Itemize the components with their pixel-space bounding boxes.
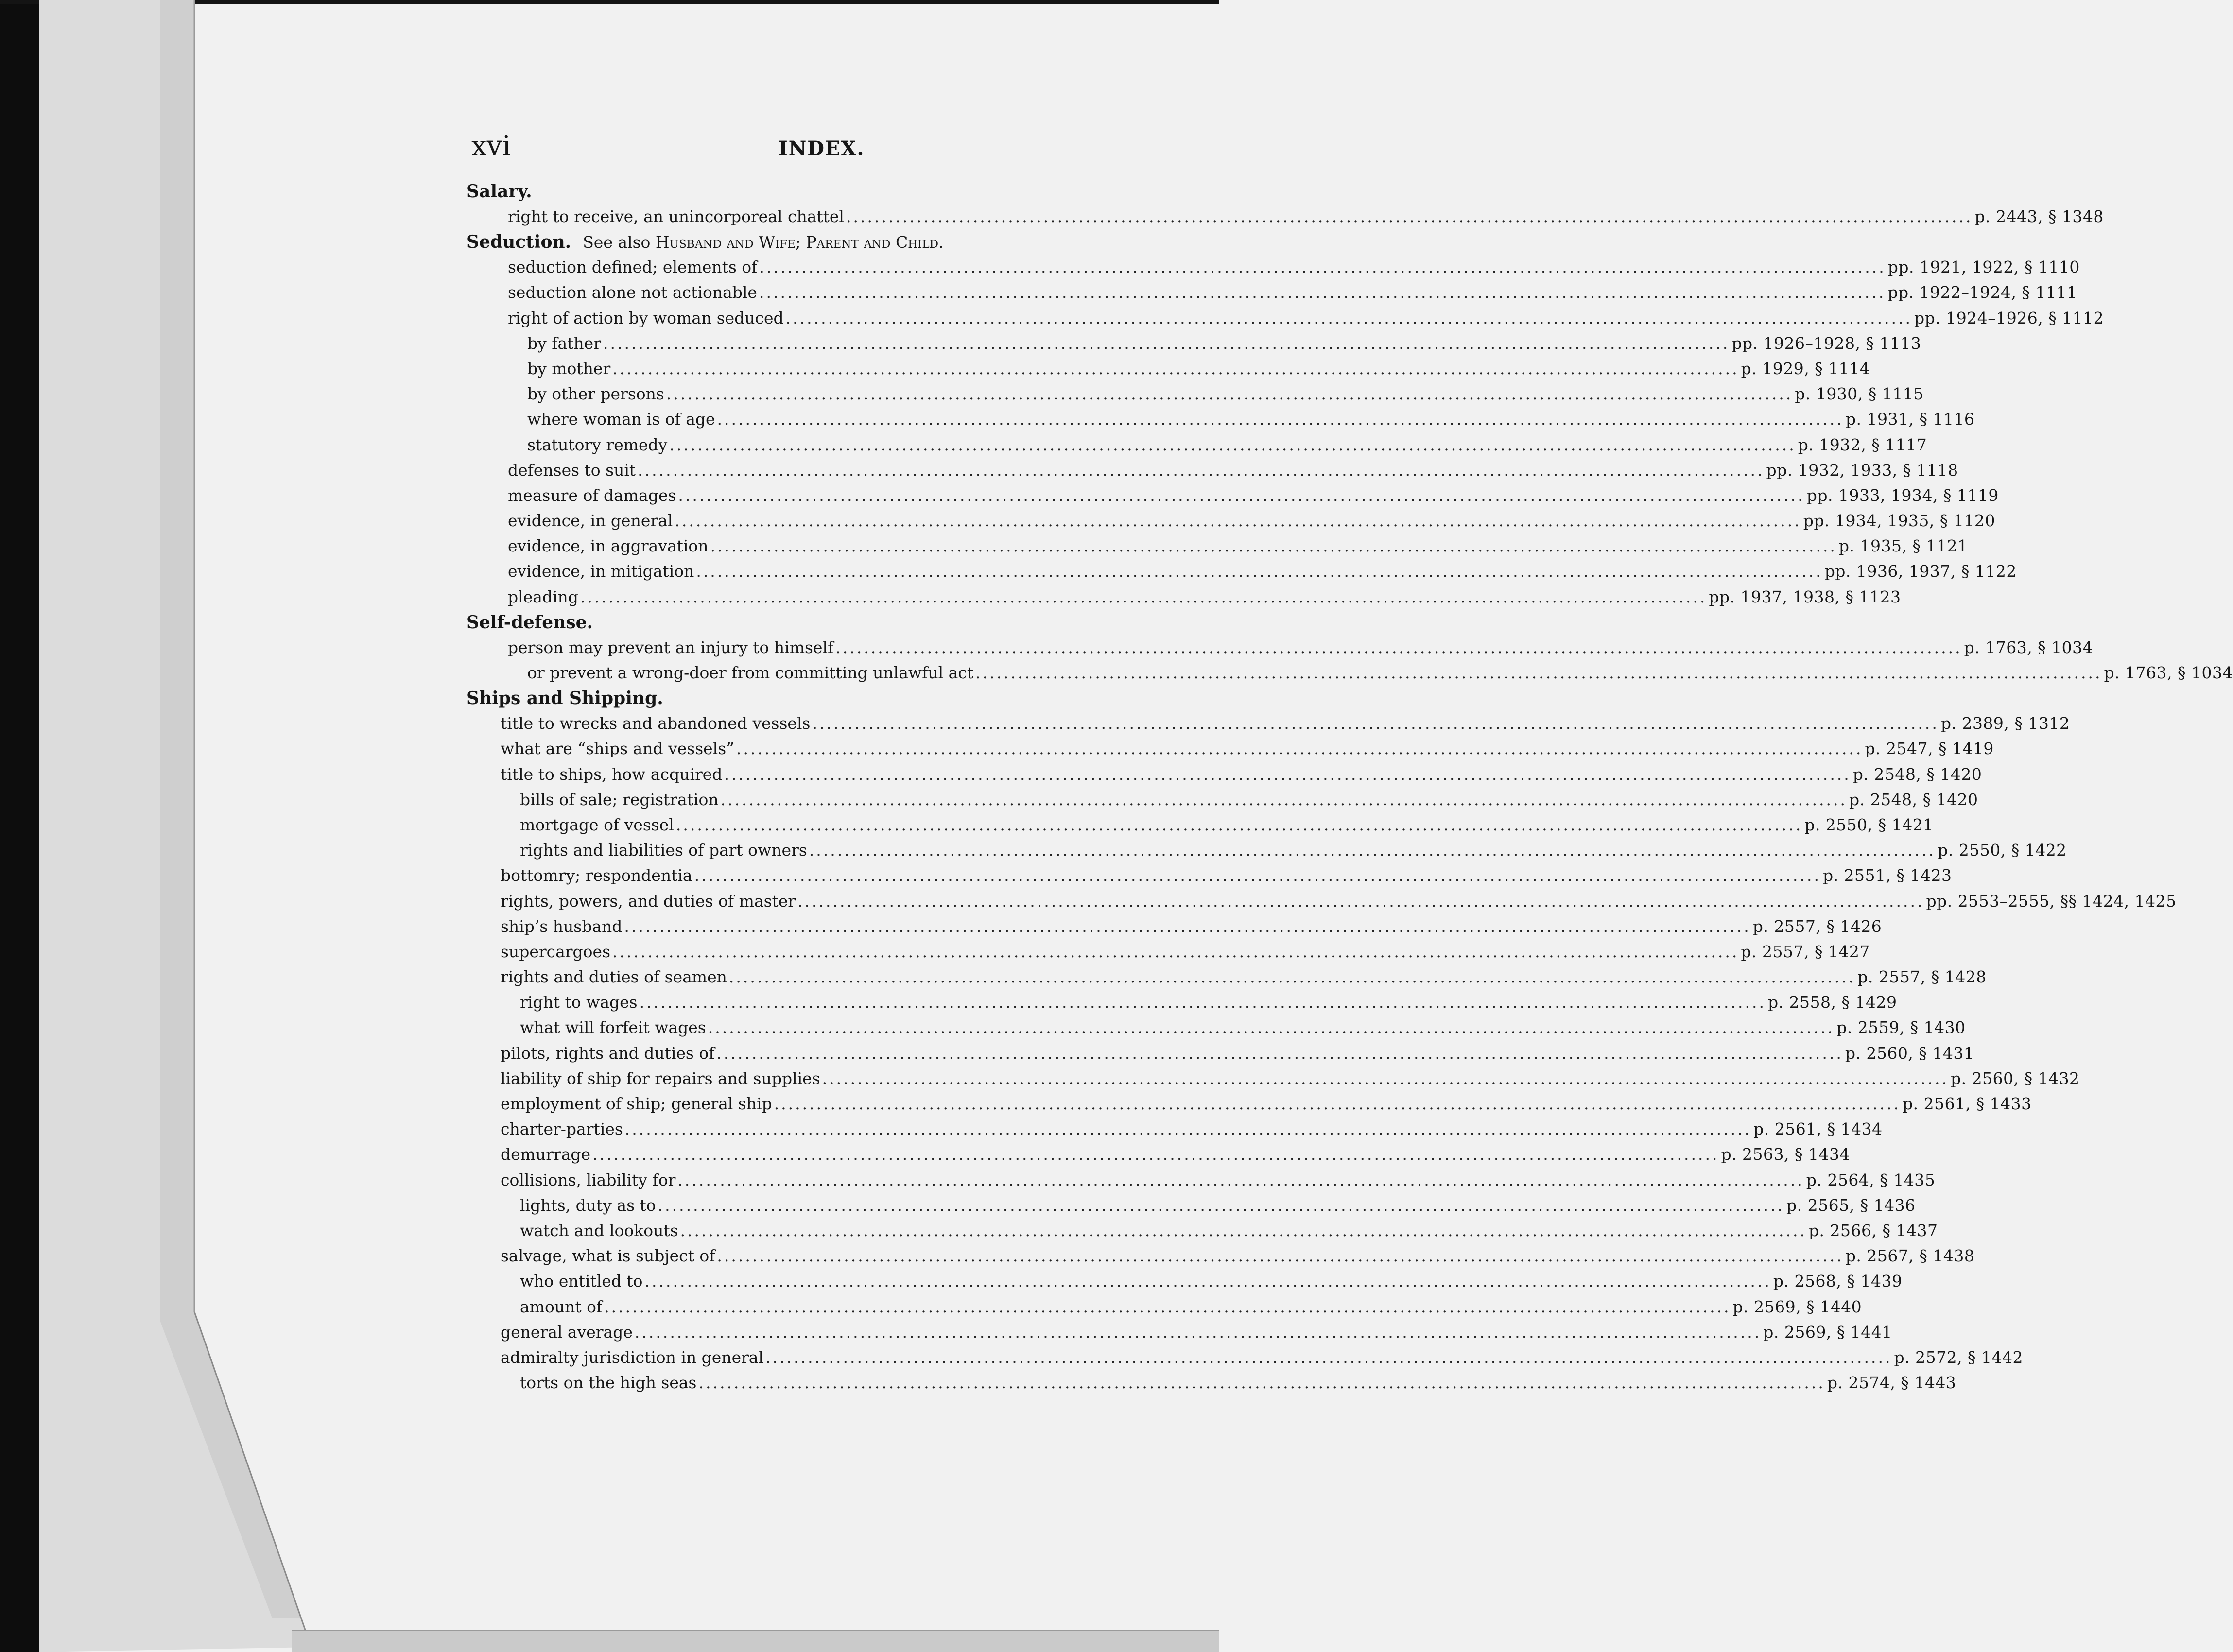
entry-label: mortgage of vessel [520,815,674,834]
index-entry [452,736,1994,761]
entry-reference: p. 2561, § 1434 [1753,1119,1883,1139]
entry-label: seduction alone not actionable [508,283,757,302]
leader-dots: ................................................................................................................................................................ [797,891,1924,911]
entry-reference: p. 2563, § 1434 [1721,1145,1850,1164]
heading-text: Seduction. [467,232,571,253]
entry-reference: pp. 1924–1926, § 1112 [1914,308,2104,327]
entry-reference: p. 2574, § 1443 [1827,1373,1956,1393]
index-entry [452,432,1927,458]
entry-reference: pp. 1937, 1938, § 1123 [1709,587,1901,606]
leader-dots: ................................................................................................................................................................ [717,410,1844,429]
entry-label: rights and duties of seamen [501,967,727,987]
heading-text: Salary. [467,181,532,202]
leader-dots: ................................................................................................................................................................ [809,841,1936,860]
entry-reference: p. 2389, § 1312 [1940,714,2070,733]
entry-label: measure of damages [508,485,676,505]
leader-dots: ................................................................................................................................................................ [624,916,1751,936]
entry-label: liability of ship for repairs and supplies [501,1068,820,1088]
index-entry [452,889,2177,914]
index-entry [452,787,1978,812]
index-entry [452,1091,2032,1117]
entry-label: evidence, in aggravation [508,536,709,556]
entry-reference: p. 2568, § 1439 [1773,1272,1903,1291]
leader-dots: ................................................................................................................................................................ [634,1322,1762,1342]
entry-reference: p. 2565, § 1436 [1786,1195,1916,1215]
index-entry [452,812,1934,838]
entry-label: by father [527,333,601,353]
index-entry [452,1015,1966,1040]
index-heading [452,229,1181,255]
entry-label: seduction defined; elements of [508,258,758,277]
leader-dots: ................................................................................................................................................................ [975,663,2102,682]
leader-dots: ................................................................................................................................................................ [765,1347,1892,1367]
entry-label: salvage, what is subject of [501,1246,715,1266]
entry-label: general average [501,1322,633,1342]
entry-reference: p. 2572, § 1442 [1894,1347,2024,1367]
index-entry [452,1218,1938,1243]
entry-label: evidence, in mitigation [508,562,694,581]
entry-reference: p. 1932, § 1117 [1798,435,1927,454]
leader-dots: ................................................................................................................................................................ [580,587,1707,606]
index-entry [452,1370,1956,1395]
entry-label: ship’s husband [501,916,623,936]
entry-label: lights, duty as to [520,1195,656,1215]
entry-label: charter-parties [501,1119,623,1139]
index-entry [452,458,1958,483]
heading-text: Self-defense. [467,612,593,633]
leader-dots: ................................................................................................................................................................ [736,739,1863,758]
entry-reference: pp. 2553–2555, §§ 1424, 1425 [1926,891,2177,911]
entry-reference: p. 2567, § 1438 [1845,1246,1975,1266]
entry-label: admiralty jurisdiction in general [501,1347,764,1367]
entry-reference: p. 2443, § 1348 [1974,207,2104,226]
entry-reference: p. 1930, § 1115 [1795,384,1924,404]
entry-label: bottomry; respondentia [501,866,692,885]
entry-reference: p. 1763, § 1034 [1964,637,2094,657]
entry-label: pilots, rights and duties of [501,1043,715,1063]
entry-label: or prevent a wrong-doer from committing unlawful act [527,663,974,682]
entry-label: statutory remedy [527,435,668,454]
index-entry [452,990,1897,1015]
leader-dots: ................................................................................................................................................................ [678,485,1805,505]
entry-label: title to wrecks and abandoned vessels [501,714,811,733]
entry-reference: pp. 1934, 1935, § 1120 [1803,511,1995,531]
index-entry [452,407,1975,432]
entry-reference: p. 2550, § 1422 [1938,841,2067,860]
entry-reference: p. 2557, § 1428 [1857,967,1987,987]
entry-reference: p. 2557, § 1427 [1741,942,1870,961]
leader-dots: ................................................................................................................................................................ [720,790,1848,809]
leader-dots: ................................................................................................................................................................ [835,637,1962,657]
entry-reference: p. 2548, § 1420 [1852,764,1982,784]
entry-label: amount of [520,1297,603,1316]
index-entry [452,1117,1883,1142]
index-entry [452,762,1982,787]
entry-reference: p. 2560, § 1431 [1845,1043,1974,1063]
index-entry [452,280,2077,305]
index-entries [452,179,2233,1395]
index-entry [452,1041,1974,1066]
index-entry [452,204,2104,229]
entry-reference: p. 2566, § 1437 [1808,1221,1938,1240]
leader-dots: ................................................................................................................................................................ [759,283,1886,302]
index-entry [452,1269,1903,1294]
index-entry [452,939,1870,964]
entry-label: defenses to suit [508,460,636,480]
leader-dots: ................................................................................................................................................................ [710,536,1837,556]
index-entry [452,585,1901,610]
index-entry [452,306,2104,331]
entry-reference: p. 1763, § 1034 [2104,663,2233,682]
entry-reference: p. 2559, § 1430 [1836,1018,1966,1037]
index-entry [452,1168,1936,1193]
bottom-shadow [292,1630,1219,1652]
leader-dots: ................................................................................................................................................................ [604,1297,1731,1316]
entry-label: employment of ship; general ship [501,1094,772,1113]
heading-text: Ships and Shipping. [467,688,663,709]
entry-reference: pp. 1926–1928, § 1113 [1731,333,1921,353]
leader-dots: ................................................................................................................................................................ [639,993,1766,1012]
entry-label: evidence, in general [508,511,673,531]
leader-dots: ................................................................................................................................................................ [785,308,1913,327]
leader-dots: ................................................................................................................................................................ [724,764,1851,784]
entry-reference: p. 2560, § 1432 [1951,1068,2080,1088]
entry-reference: p. 2548, § 1420 [1849,790,1978,809]
index-page [452,130,2233,1395]
entry-label: where woman is of age [527,410,715,429]
entry-reference: pp. 1932, 1933, § 1118 [1766,460,1958,480]
index-entry [452,255,2080,280]
entry-label: right to receive, an unincorporeal chattel [508,207,844,226]
entry-reference: pp. 1922–1924, § 1111 [1887,283,2077,302]
entry-reference: p. 2569, § 1440 [1732,1297,1862,1316]
page-number: xvi [471,130,511,162]
index-entry [452,331,1921,356]
entry-label: supercargoes [501,942,611,961]
leader-dots: ................................................................................................................................................................ [612,359,1739,378]
index-entry [452,635,2094,660]
index-entry [452,533,1968,559]
entry-label: by mother [527,359,611,378]
index-heading [452,610,1181,635]
entry-label: right to wages [520,993,638,1012]
entry-label: rights and liabilities of part owners [520,841,807,860]
index-entry [452,1066,2080,1091]
index-entry [452,914,1882,939]
leader-dots: ................................................................................................................................................................ [708,1018,1835,1037]
index-entry [452,964,1987,990]
entry-reference: pp. 1936, 1937, § 1122 [1824,562,2017,581]
index-entry [452,1243,1975,1269]
leader-dots: ................................................................................................................................................................ [658,1195,1785,1215]
entry-label: what will forfeit wages [520,1018,706,1037]
running-head: INDEX. [779,137,865,160]
leader-dots: ................................................................................................................................................................ [666,384,1793,404]
index-entry [452,356,1870,381]
entry-label: torts on the high seas [520,1373,697,1393]
leader-dots: ................................................................................................................................................................ [669,435,1796,454]
index-heading [452,686,1181,711]
entry-reference: p. 2561, § 1433 [1903,1094,2032,1113]
entry-reference: p. 2557, § 1426 [1752,916,1882,936]
entry-reference: p. 2547, § 1419 [1865,739,1994,758]
index-entry [452,559,2017,584]
entry-reference: p. 2551, § 1423 [1822,866,1952,885]
entry-label: what are “ships and vessels” [501,739,735,758]
leader-dots: ................................................................................................................................................................ [759,258,1886,277]
dark-binding-edge [0,0,39,1652]
index-entry [452,660,2233,686]
entry-label: by other persons [527,384,664,404]
index-heading [452,179,1181,204]
entry-label: bills of sale; registration [520,790,719,809]
index-entry [452,1294,1862,1320]
leader-dots: ................................................................................................................................................................ [717,1246,1844,1266]
index-entry [452,863,1952,888]
entry-label: right of action by woman seduced [508,308,784,327]
leader-dots: ................................................................................................................................................................ [680,1221,1807,1240]
leader-dots: ................................................................................................................................................................ [675,511,1801,531]
leader-dots: ................................................................................................................................................................ [698,1373,1825,1393]
leader-dots: ................................................................................................................................................................ [592,1145,1719,1164]
entry-label: who entitled to [520,1272,643,1291]
leader-dots: ................................................................................................................................................................ [624,1119,1752,1139]
leader-dots: ................................................................................................................................................................ [774,1094,1901,1113]
index-entry [452,508,1995,533]
leader-dots: ................................................................................................................................................................ [677,1170,1804,1189]
leader-dots: ................................................................................................................................................................ [716,1043,1843,1063]
leader-dots: ................................................................................................................................................................ [812,714,1939,733]
entry-reference: p. 1935, § 1121 [1838,536,1968,556]
entry-label: demurrage [501,1145,591,1164]
index-entry [452,483,1999,508]
entry-reference: p. 2564, § 1435 [1806,1170,1936,1189]
entry-reference: pp. 1921, 1922, § 1110 [1887,258,2080,277]
index-entry [452,1142,1850,1167]
entry-reference: pp. 1933, 1934, § 1119 [1806,485,1999,505]
leader-dots: ................................................................................................................................................................ [612,942,1739,961]
index-entry [452,838,2067,863]
leader-dots: ................................................................................................................................................................ [694,866,1821,885]
index-entry [452,1320,1892,1345]
leader-dots: ................................................................................................................................................................ [696,562,1823,581]
entry-reference: p. 2569, § 1441 [1763,1322,1892,1342]
entry-reference: p. 1929, § 1114 [1741,359,1870,378]
entry-label: title to ships, how acquired [501,764,723,784]
index-entry [452,1345,2024,1370]
entry-label: rights, powers, and duties of master [501,891,796,911]
entry-reference: p. 2558, § 1429 [1767,993,1897,1012]
leader-dots: ................................................................................................................................................................ [638,460,1765,480]
leader-dots: ................................................................................................................................................................ [728,967,1856,987]
entry-label: pleading [508,587,578,606]
entry-label: person may prevent an injury to himself [508,637,834,657]
index-entry [452,381,1924,407]
entry-reference: p. 2550, § 1421 [1804,815,1934,834]
index-entry [452,1193,1916,1218]
leader-dots: ................................................................................................................................................................ [822,1068,1949,1088]
leader-dots: ................................................................................................................................................................ [846,207,1973,226]
see-also: See also Husband and Wife; Parent and Child. [583,233,944,252]
page-header [452,130,1181,179]
index-entry [452,711,2070,736]
entry-label: watch and lookouts [520,1221,678,1240]
leader-dots: ................................................................................................................................................................ [675,815,1803,834]
entry-reference: p. 1931, § 1116 [1845,410,1975,429]
entry-label: collisions, liability for [501,1170,676,1189]
leader-dots: ................................................................................................................................................................ [644,1272,1771,1291]
leader-dots: ................................................................................................................................................................ [603,333,1730,353]
